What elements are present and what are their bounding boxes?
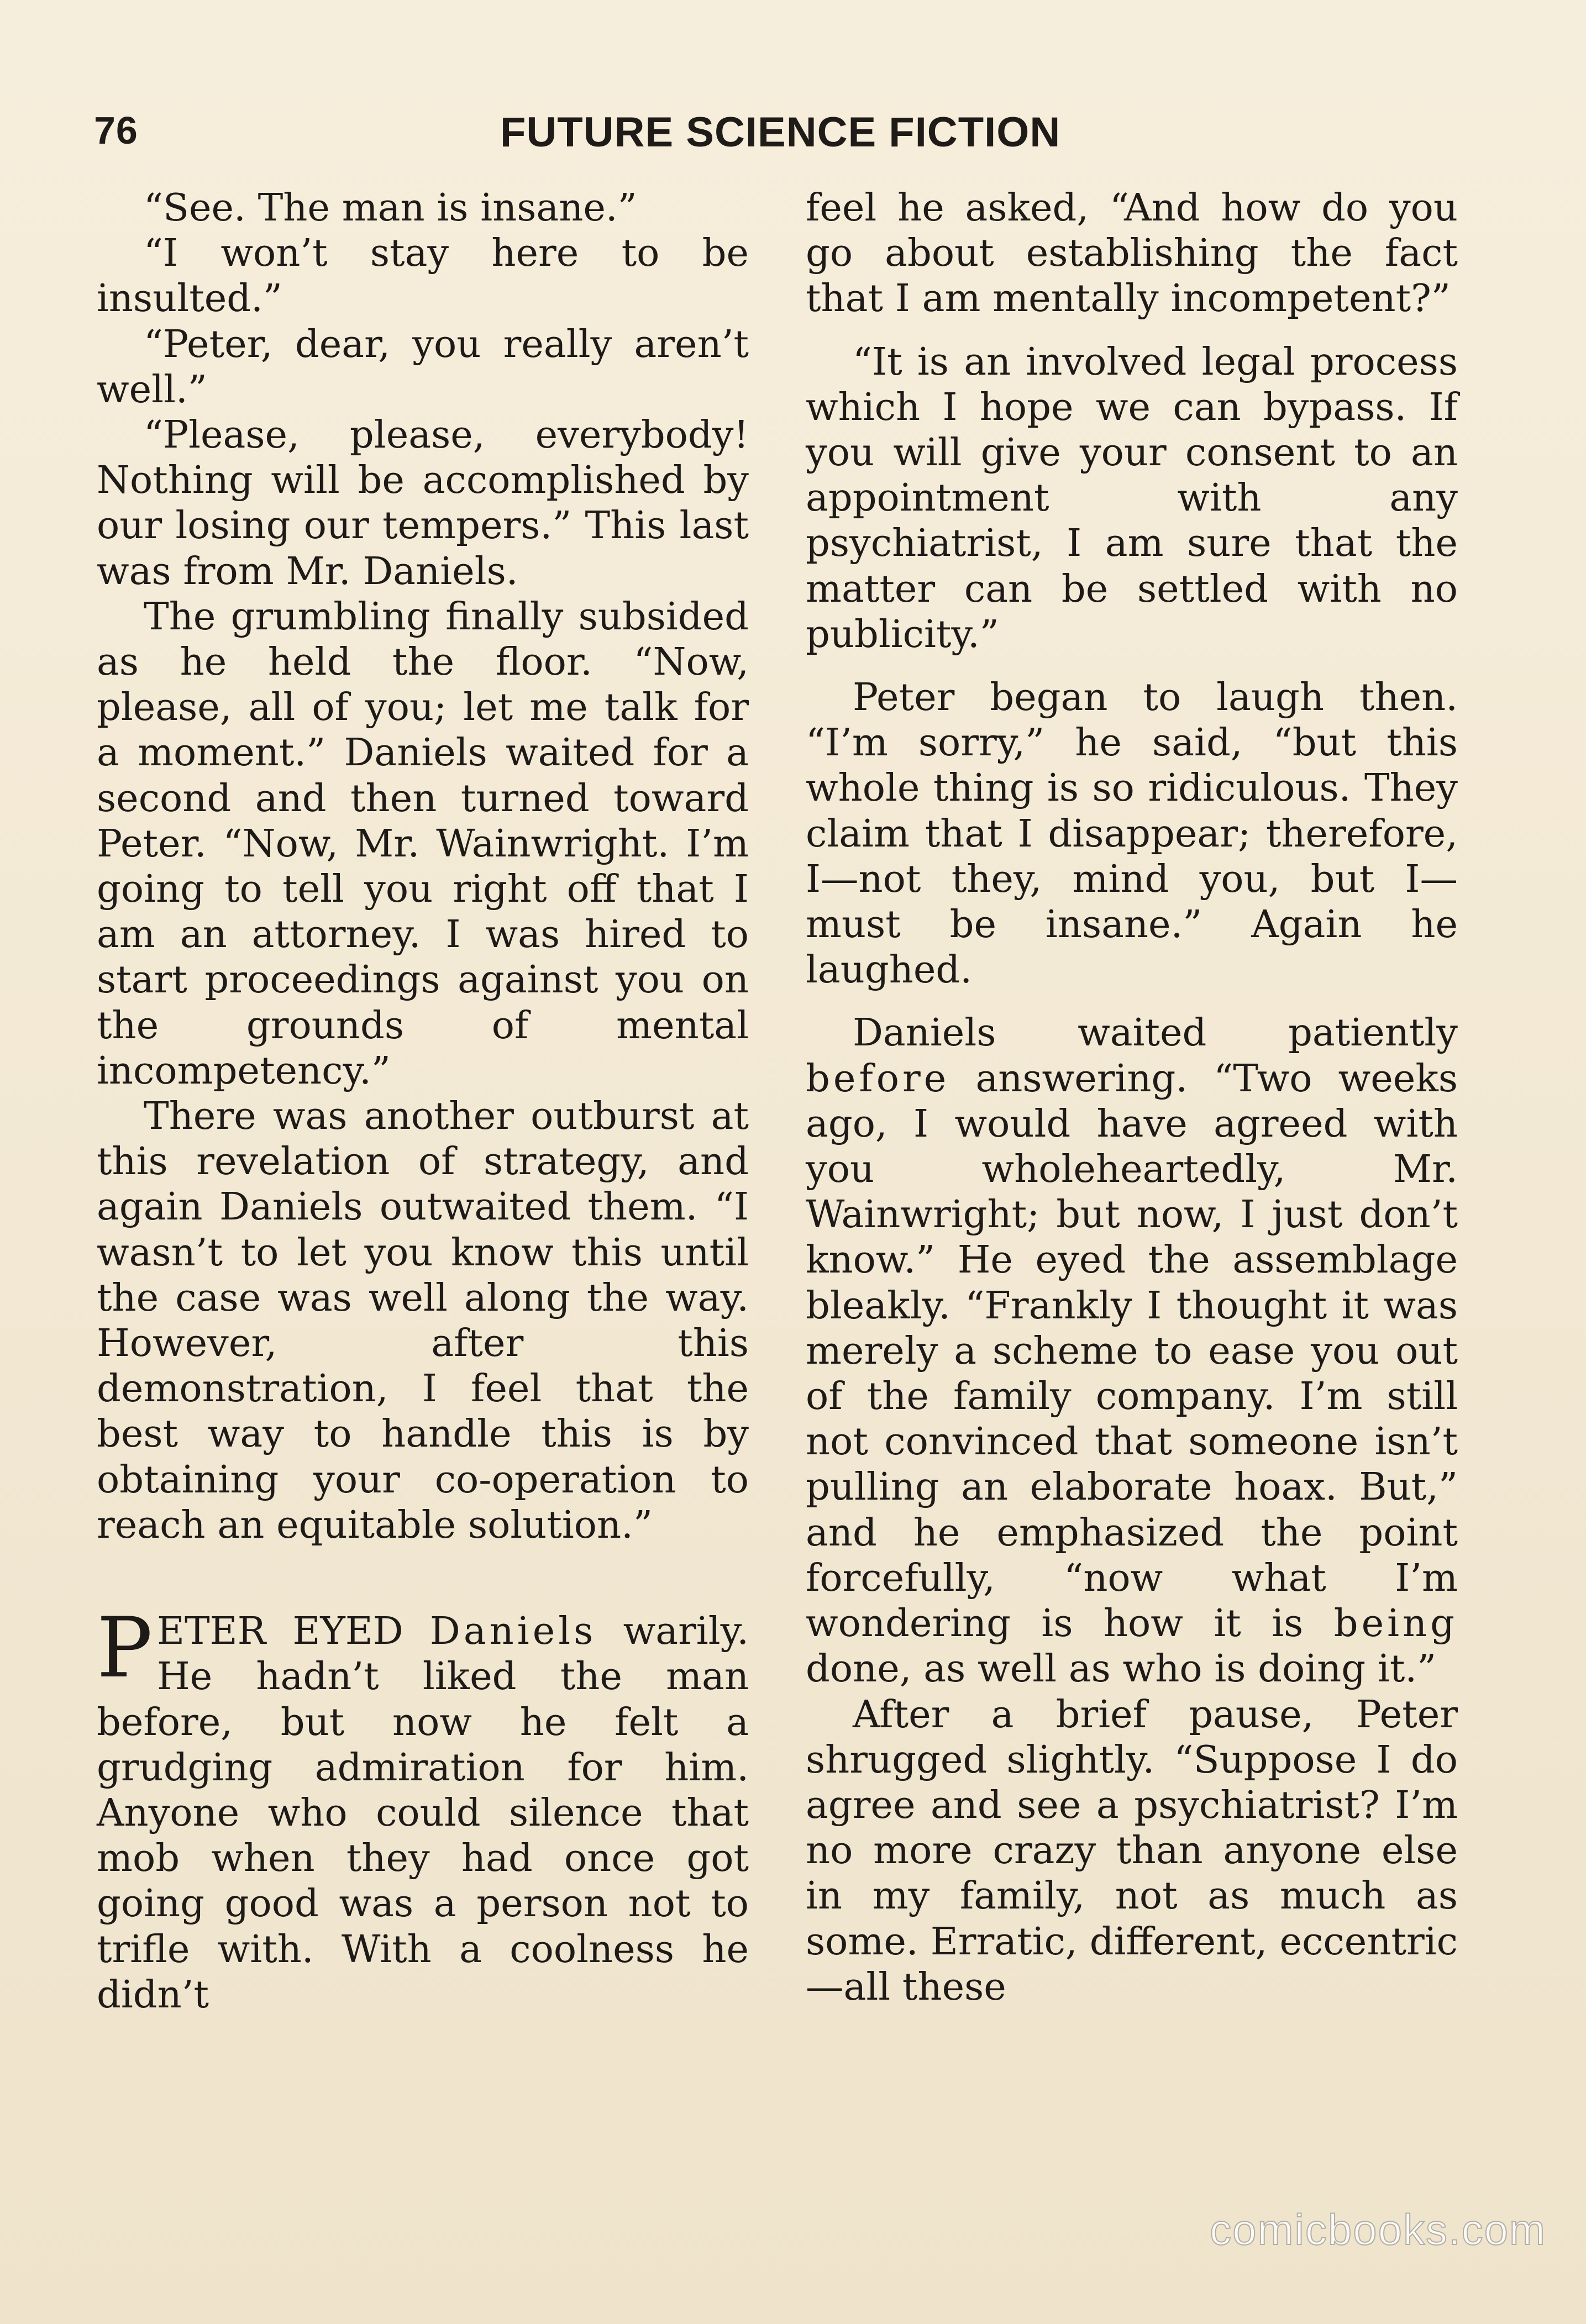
paragraph: Peter began to laugh then. “I’m sorry,” he said, “but this whole thing is so ridiculous. They claim that I disappear; therefore, I—not they, mind you, but I—must be insane.” Again he laughed. bbox=[806, 675, 1458, 992]
paragraph-text: warily. He hadn’t liked the man before, but now he felt a grudging admiration for him. Anyone who could silence that mob when they had once got going good was a person not to trifle with. With a coolness he didn’t bbox=[97, 1609, 749, 2017]
lead-in-caps: ETER EYED bbox=[156, 1609, 403, 1654]
paragraph: feel he asked, “And how do you go about establishing the fact that I am mentally incompetent?” bbox=[806, 186, 1458, 321]
paragraph bbox=[806, 1010, 1458, 1691]
running-title: FUTURE SCIENCE FICTION bbox=[500, 109, 1061, 156]
left-column bbox=[97, 185, 749, 2017]
paragraph: The grumbling finally subsided as he held the floor. “Now, please, all of you; let me talk for a moment.” Daniels waited for a second and then turned toward Peter. “Now, Mr. Wainwright. I’m going to tell you right off that I am an attorney. I was hired to start proceedings against you on the grounds of mental incompetency.” bbox=[97, 594, 749, 1093]
paragraph: “It is an involved legal process which I hope we can bypass. If you will give your consent to an appointment with any psychiatrist, I am sure that the matter can be settled with no publicity.” bbox=[806, 339, 1458, 656]
paragraph-text: done, as well as who is doing it.” bbox=[806, 1647, 1437, 1691]
paragraph: “See. The man is insane.” bbox=[144, 186, 637, 230]
spaced-word: being bbox=[1333, 1601, 1458, 1646]
watermark: comicbooks.com bbox=[1210, 2205, 1546, 2254]
paragraph-text: Daniels waited patiently bbox=[853, 1011, 1458, 1055]
paragraph-text: answering. “Two weeks ago, I would have agreed with you wholeheartedly, Mr. Wainwright; but now, I just don’t know.” He eyed the assemblage bleakly. “Frankly I thought it was merely a scheme to ease you out of the family company. I’m still not convinced that someone isn’t pulling an elaborate hoax. But,” and he emphasized the point forcefully, “now what I’m wondering is how it is bbox=[806, 1056, 1458, 1646]
section-opening-paragraph bbox=[97, 1600, 749, 2017]
paragraph: “Please, please, everybody! Nothing will be accomplished by our losing our tempers.” This last was from Mr. Daniels. bbox=[97, 413, 749, 593]
spaced-word: Daniels bbox=[429, 1609, 597, 1654]
page-header bbox=[94, 108, 1061, 164]
paragraph: There was another outburst at this revelation of strategy, and again Daniels outwaited them. “I wasn’t to let you know this until the case was well along the way. However, after this demonstration, I feel that the best way to handle this is by obtaining your co-operation to reach an equitable solution.” bbox=[97, 1094, 749, 1547]
spaced-word: before bbox=[806, 1056, 950, 1101]
drop-cap: P bbox=[97, 1600, 153, 1697]
paragraph: “Peter, dear, you really aren’t well.” bbox=[97, 322, 749, 412]
right-column bbox=[806, 185, 1458, 2010]
paragraph: “I won’t stay here to be insulted.” bbox=[97, 231, 749, 321]
page-number: 76 bbox=[94, 109, 138, 152]
paragraph: After a brief pause, Peter shrugged slightly. “Suppose I do agree and see a psychiatrist? I’m no more crazy than anyone else in my family, not as much as some. Erratic, different, eccentric—all these bbox=[806, 1692, 1458, 2009]
